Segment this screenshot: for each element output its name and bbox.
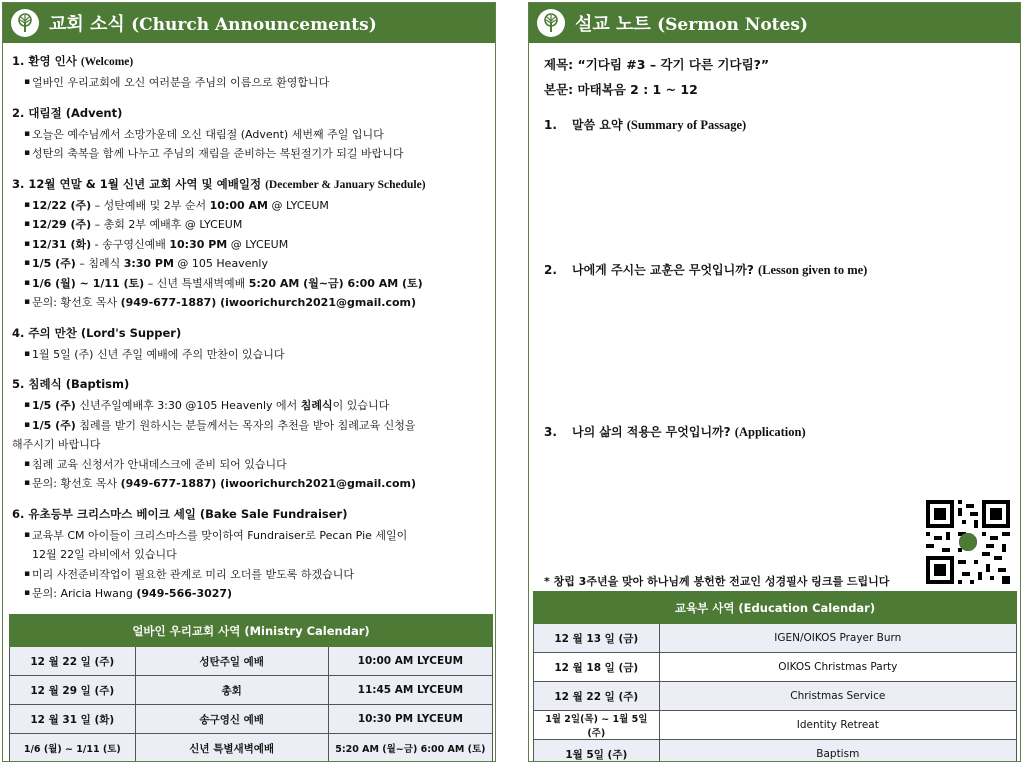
table-row: 1월 5일 (주) Baptism xyxy=(534,740,1017,763)
bake-sale-heading: 6. 유초등부 크리스마스 베이크 세일 (Bake Sale Fundraiser) xyxy=(12,506,348,521)
schedule-item: ▪ 12/22 (주) – 성탄예배 및 2부 순서 10:00 AM @ LYCEUM xyxy=(12,196,495,216)
table-row: 12 월 31 일 (화) 송구영신 예배 10:30 PM LYCEUM xyxy=(10,705,493,734)
baptism-bullet: ▪ 침례 교육 신청서가 안내데스크에 준비 되어 있습니다 xyxy=(12,455,495,475)
supper-bullet: ▪ 1월 5일 (주) 신년 주일 예배에 주의 만찬이 있습니다 xyxy=(12,345,495,365)
welcome-section xyxy=(12,53,495,93)
table-row: 12 월 29 일 (주) 총회 11:45 AM LYCEUM xyxy=(10,676,493,705)
church-announcements-panel xyxy=(2,2,496,762)
baptism-bullet: ▪ 1/5 (주) 신년주일예배후 3:30 @105 Heavenly 에서 침례식이 있습니다 xyxy=(12,396,495,416)
bake-sale-contact: ▪ 문의: Aricia Hwang (949-566-3027) xyxy=(12,584,495,604)
education-calendar-title: 교육부 사역 (Education Calendar) xyxy=(534,592,1017,624)
baptism-contact: ▪ 문의: 황선호 목사 (949-677-1887) (iwoorichurch2021@gmail.com) xyxy=(12,474,495,494)
sermon-title: 제목: “기다림 #3 – 각기 다른 기다림?” xyxy=(544,57,770,72)
schedule-item: ▪ 12/29 (주) – 총회 2부 예배후 @ LYCEUM xyxy=(12,215,495,235)
schedule-section xyxy=(12,176,495,313)
qr-code-icon[interactable] xyxy=(926,500,1010,584)
bake-sale-section xyxy=(12,506,495,604)
education-calendar-table xyxy=(533,591,1017,762)
table-row: 12 월 18 일 (금) OIKOS Christmas Party xyxy=(534,653,1017,682)
schedule-contact: ▪ 문의: 황선호 목사 (949-677-1887) (iwoorichurch2021@gmail.com) xyxy=(12,293,495,313)
sermon-notes-panel xyxy=(528,2,1021,762)
bake-sale-bullet-continued: 12월 22일 라비에서 있습니다 xyxy=(32,548,177,561)
advent-section xyxy=(12,105,495,164)
baptism-bullet-continued: 해주시기 바랍니다 xyxy=(12,438,101,451)
supper-section xyxy=(12,325,495,365)
bake-sale-bullet: ▪ 미리 사전준비작업이 필요한 관계로 미리 오더를 받도록 하겠습니다 xyxy=(12,565,495,585)
advent-heading: 2. 대림절 (Advent) xyxy=(12,105,123,120)
advent-bullet: ▪ 성탄의 축복을 함께 나누고 주님의 재림을 준비하는 복된절기가 되길 바랍니다 xyxy=(12,144,495,164)
supper-heading: 4. 주의 만찬 (Lord's Supper) xyxy=(12,325,182,340)
schedule-item: ▪ 1/5 (주) – 침례식 3:30 PM @ 105 Heavenly xyxy=(12,254,495,274)
ministry-calendar-table xyxy=(9,614,493,762)
baptism-bullet: ▪ 1/5 (주) 침례를 받기 원하시는 분들께서는 목자의 추천을 받아 침례교육 신청을 xyxy=(12,416,495,436)
table-row: 12 월 22 일 (주) Christmas Service xyxy=(534,682,1017,711)
table-row: 12 월 22 일 (주) 성탄주일 예배 10:00 AM LYCEUM xyxy=(10,647,493,676)
announcements-banner xyxy=(3,3,495,43)
welcome-heading: 1. 환영 인사 (Welcome) xyxy=(12,54,134,68)
church-logo-icon xyxy=(537,9,565,37)
advent-bullet: ▪ 오늘은 예수님께서 소망가운데 오신 대림절 (Advent) 세번째 주일 입니다 xyxy=(12,125,495,145)
table-row: 12 월 13 일 (금) IGEN/OIKOS Prayer Burn xyxy=(534,624,1017,653)
baptism-section xyxy=(12,376,495,494)
sermon-passage: 본문: 마태복음 2 : 1 ~ 12 xyxy=(544,82,698,97)
baptism-heading: 5. 침례식 (Baptism) xyxy=(12,377,130,391)
bible-transcription-note: * 창립 3주년을 맞아 하나님께 봉헌한 전교인 성경필사 링크를 드립니다 xyxy=(544,575,890,588)
table-row: 1/6 (월) ~ 1/11 (토) 신년 특별새벽예배 5:20 AM (월~금) 6:00 AM (토) xyxy=(10,734,493,763)
schedule-item: ▪ 12/31 (화) - 송구영신예배 10:30 PM @ LYCEUM xyxy=(12,235,495,255)
sermon-notes-title: 설교 노트 (Sermon Notes) xyxy=(575,14,808,35)
question-lesson: 2. 나에게 주시는 교훈은 무엇입니까? (Lesson given to me) xyxy=(544,263,868,277)
announcements-title: 교회 소식 (Church Announcements) xyxy=(49,14,377,35)
schedule-item: ▪ 1/6 (월) ~ 1/11 (토) – 신년 특별새벽예배 5:20 AM (월~금) 6:00 AM (토) xyxy=(12,274,495,294)
question-summary: 1. 말씀 요약 (Summary of Passage) xyxy=(544,118,747,132)
schedule-heading: 3. 12월 연말 & 1월 신년 교회 사역 및 예배일정 (December & January Schedule) xyxy=(12,176,426,191)
ministry-calendar-title: 얼바인 우리교회 사역 (Ministry Calendar) xyxy=(10,615,493,647)
welcome-bullet: ▪ 얼바인 우리교회에 오신 여러분을 주님의 이름으로 환영합니다 xyxy=(12,73,495,93)
bake-sale-bullet: ▪ 교육부 CM 아이들이 크리스마스를 맞이하여 Fundraiser로 Pecan Pie 세일이 xyxy=(12,526,495,546)
church-logo-icon xyxy=(11,9,39,37)
question-application: 3. 나의 삶의 적용은 무엇입니까? (Application) xyxy=(544,425,806,439)
sermon-notes-banner xyxy=(529,3,1020,43)
table-row: 1월 2일(목) ~ 1월 5일(주) Identity Retreat xyxy=(534,711,1017,740)
